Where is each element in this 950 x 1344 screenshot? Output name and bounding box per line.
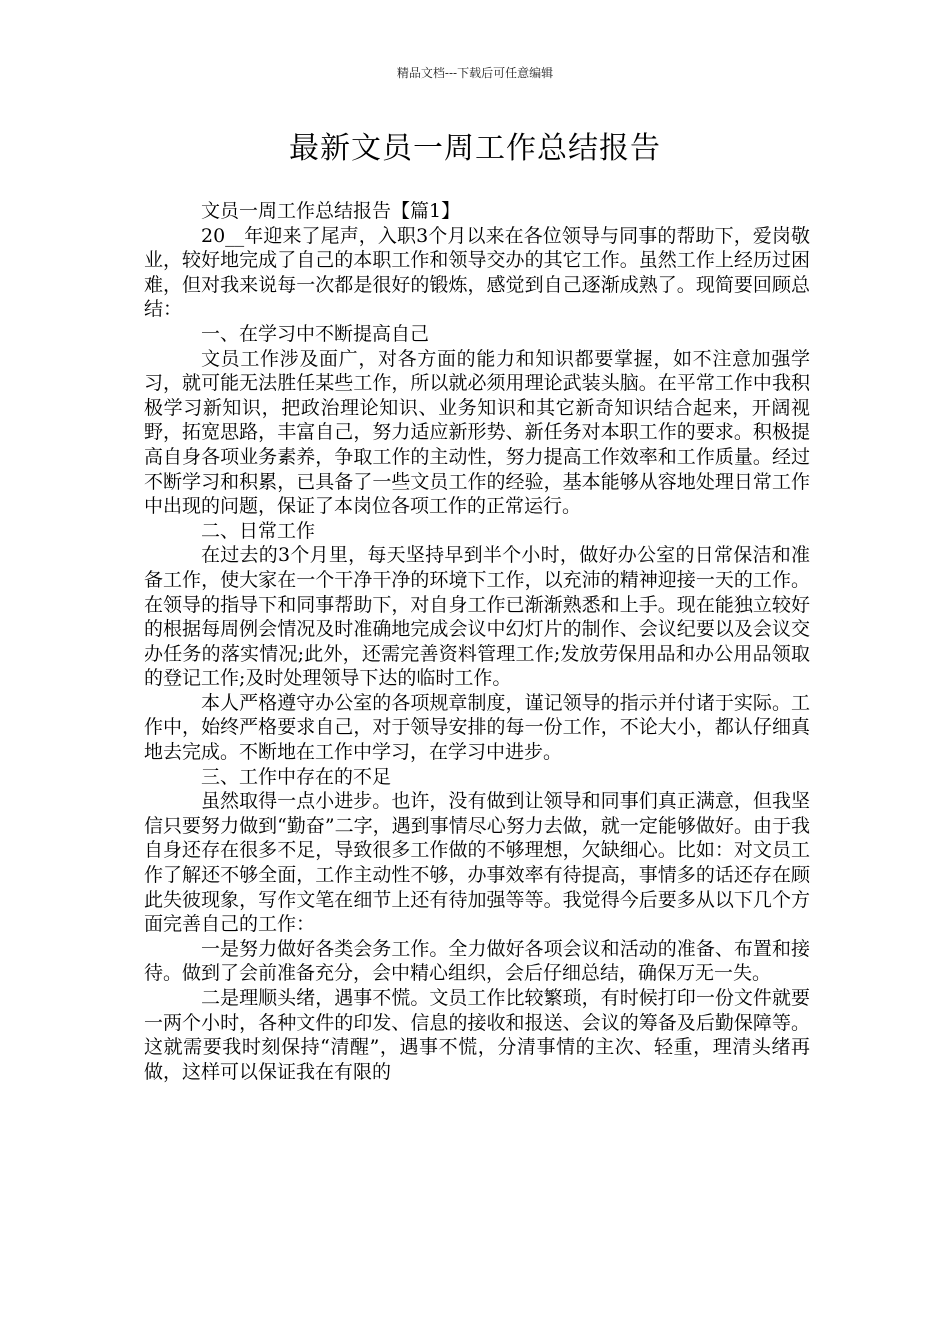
heading-daily-work: 二、日常工作 bbox=[201, 519, 316, 542]
paragraph-organize: 二是理顺头绪，遇事不慌。文员工作比较繁琐，有时候打印一份文件就要一两个小时，各种文件的印发、信息的接收和报送、会议的筹备及后勤保障等。这就需要我时刻保持“清醒”，遇事不慌，分清事情的主次、轻重，理清头绪再做，这样可以保证我在有限的 bbox=[144, 987, 810, 1083]
document-title: 最新文员一周工作总结报告 bbox=[289, 131, 661, 166]
paragraph-daily-work: 在过去的3个月里，每天坚持早到半个小时，做好办公室的日常保洁和准备工作，使大家在一个干净干净的环境下工作，以充沛的精神迎接一天的工作。在领导的指导下和同事帮助下，对自身工作已渐渐熟悉和上手。现在能独立较好的根据每周例会情况及时准确地完成会议中幻灯片的制作、会议纪要以及会议交办任务的落实情况;此外，还需完善资料管理工作;发放劳保用品和办公用品领取的登记工作;及时处理领导下达的临时工作。 bbox=[144, 544, 810, 690]
heading-study: 一、在学习中不断提高自己 bbox=[201, 322, 430, 345]
document-body bbox=[144, 199, 810, 1084]
paragraph-study: 文员工作涉及面广，对各方面的能力和知识都要掌握，如不注意加强学习，就可能无法胜任某些工作，所以就必须用理论武装头脑。在平常工作中我积极学习新知识，把政治理论知识、业务知识和其它新奇知识结合起来，开阔视野，拓宽思路，丰富自己，努力适应新形势、新任务对本职工作的要求。积极提高自身各项业务素养，争取工作的主动性，努力提高工作效率和工作质量。经过不断学习和积累，已具备了一些文员工作的经验，基本能够从容地处理日常工作中出现的问题，保证了本岗位各项工作的正常运行。 bbox=[144, 347, 810, 518]
paragraph-meetings: 一是努力做好各类会务工作。全力做好各项会议和活动的准备、布置和接待。做到了会前准备充分，会中精心组织，会后仔细总结，确保万无一失。 bbox=[144, 937, 810, 985]
paragraph-shortcomings: 虽然取得一点小进步。也许，没有做到让领导和同事们真正满意，但我坚信只要努力做到“勤奋”二字，遇到事情尽心努力去做，就一定能够做好。由于我自身还存在很多不足，导致很多工作做的不够理想，欠缺细心。比如：对文员工作了解还不够全面，工作主动性不够，办事效率有待提高，事情多的话还存在顾此失彼现象，写作文笔在细节上还有待加强等等。我觉得今后要多从以下几个方面完善自己的工作： bbox=[144, 790, 810, 936]
intro-paragraph: 20__年迎来了尾声，入职3个月以来在各位领导与同事的帮助下，爱岗敬业，较好地完成了自己的本职工作和领导交办的其它工作。虽然工作上经历过困难，但对我来说每一次都是很好的锻炼，感觉到自己逐渐成熟了。现简要回顾总结： bbox=[144, 224, 810, 321]
heading-shortcomings: 三、工作中存在的不足 bbox=[201, 765, 392, 788]
paragraph-rules: 本人严格遵守办公室的各项规章制度，谨记领导的指示并付诸于实际。工作中，始终严格要求自己，对于领导安排的每一份工作，不论大小，都认仔细真地去完成。不断地在工作中学习，在学习中进步。 bbox=[144, 691, 810, 764]
section-title-part-1: 文员一周工作总结报告【篇1】 bbox=[201, 200, 461, 222]
header-note: 精品文档---下载后可任意编辑 bbox=[396, 66, 554, 80]
